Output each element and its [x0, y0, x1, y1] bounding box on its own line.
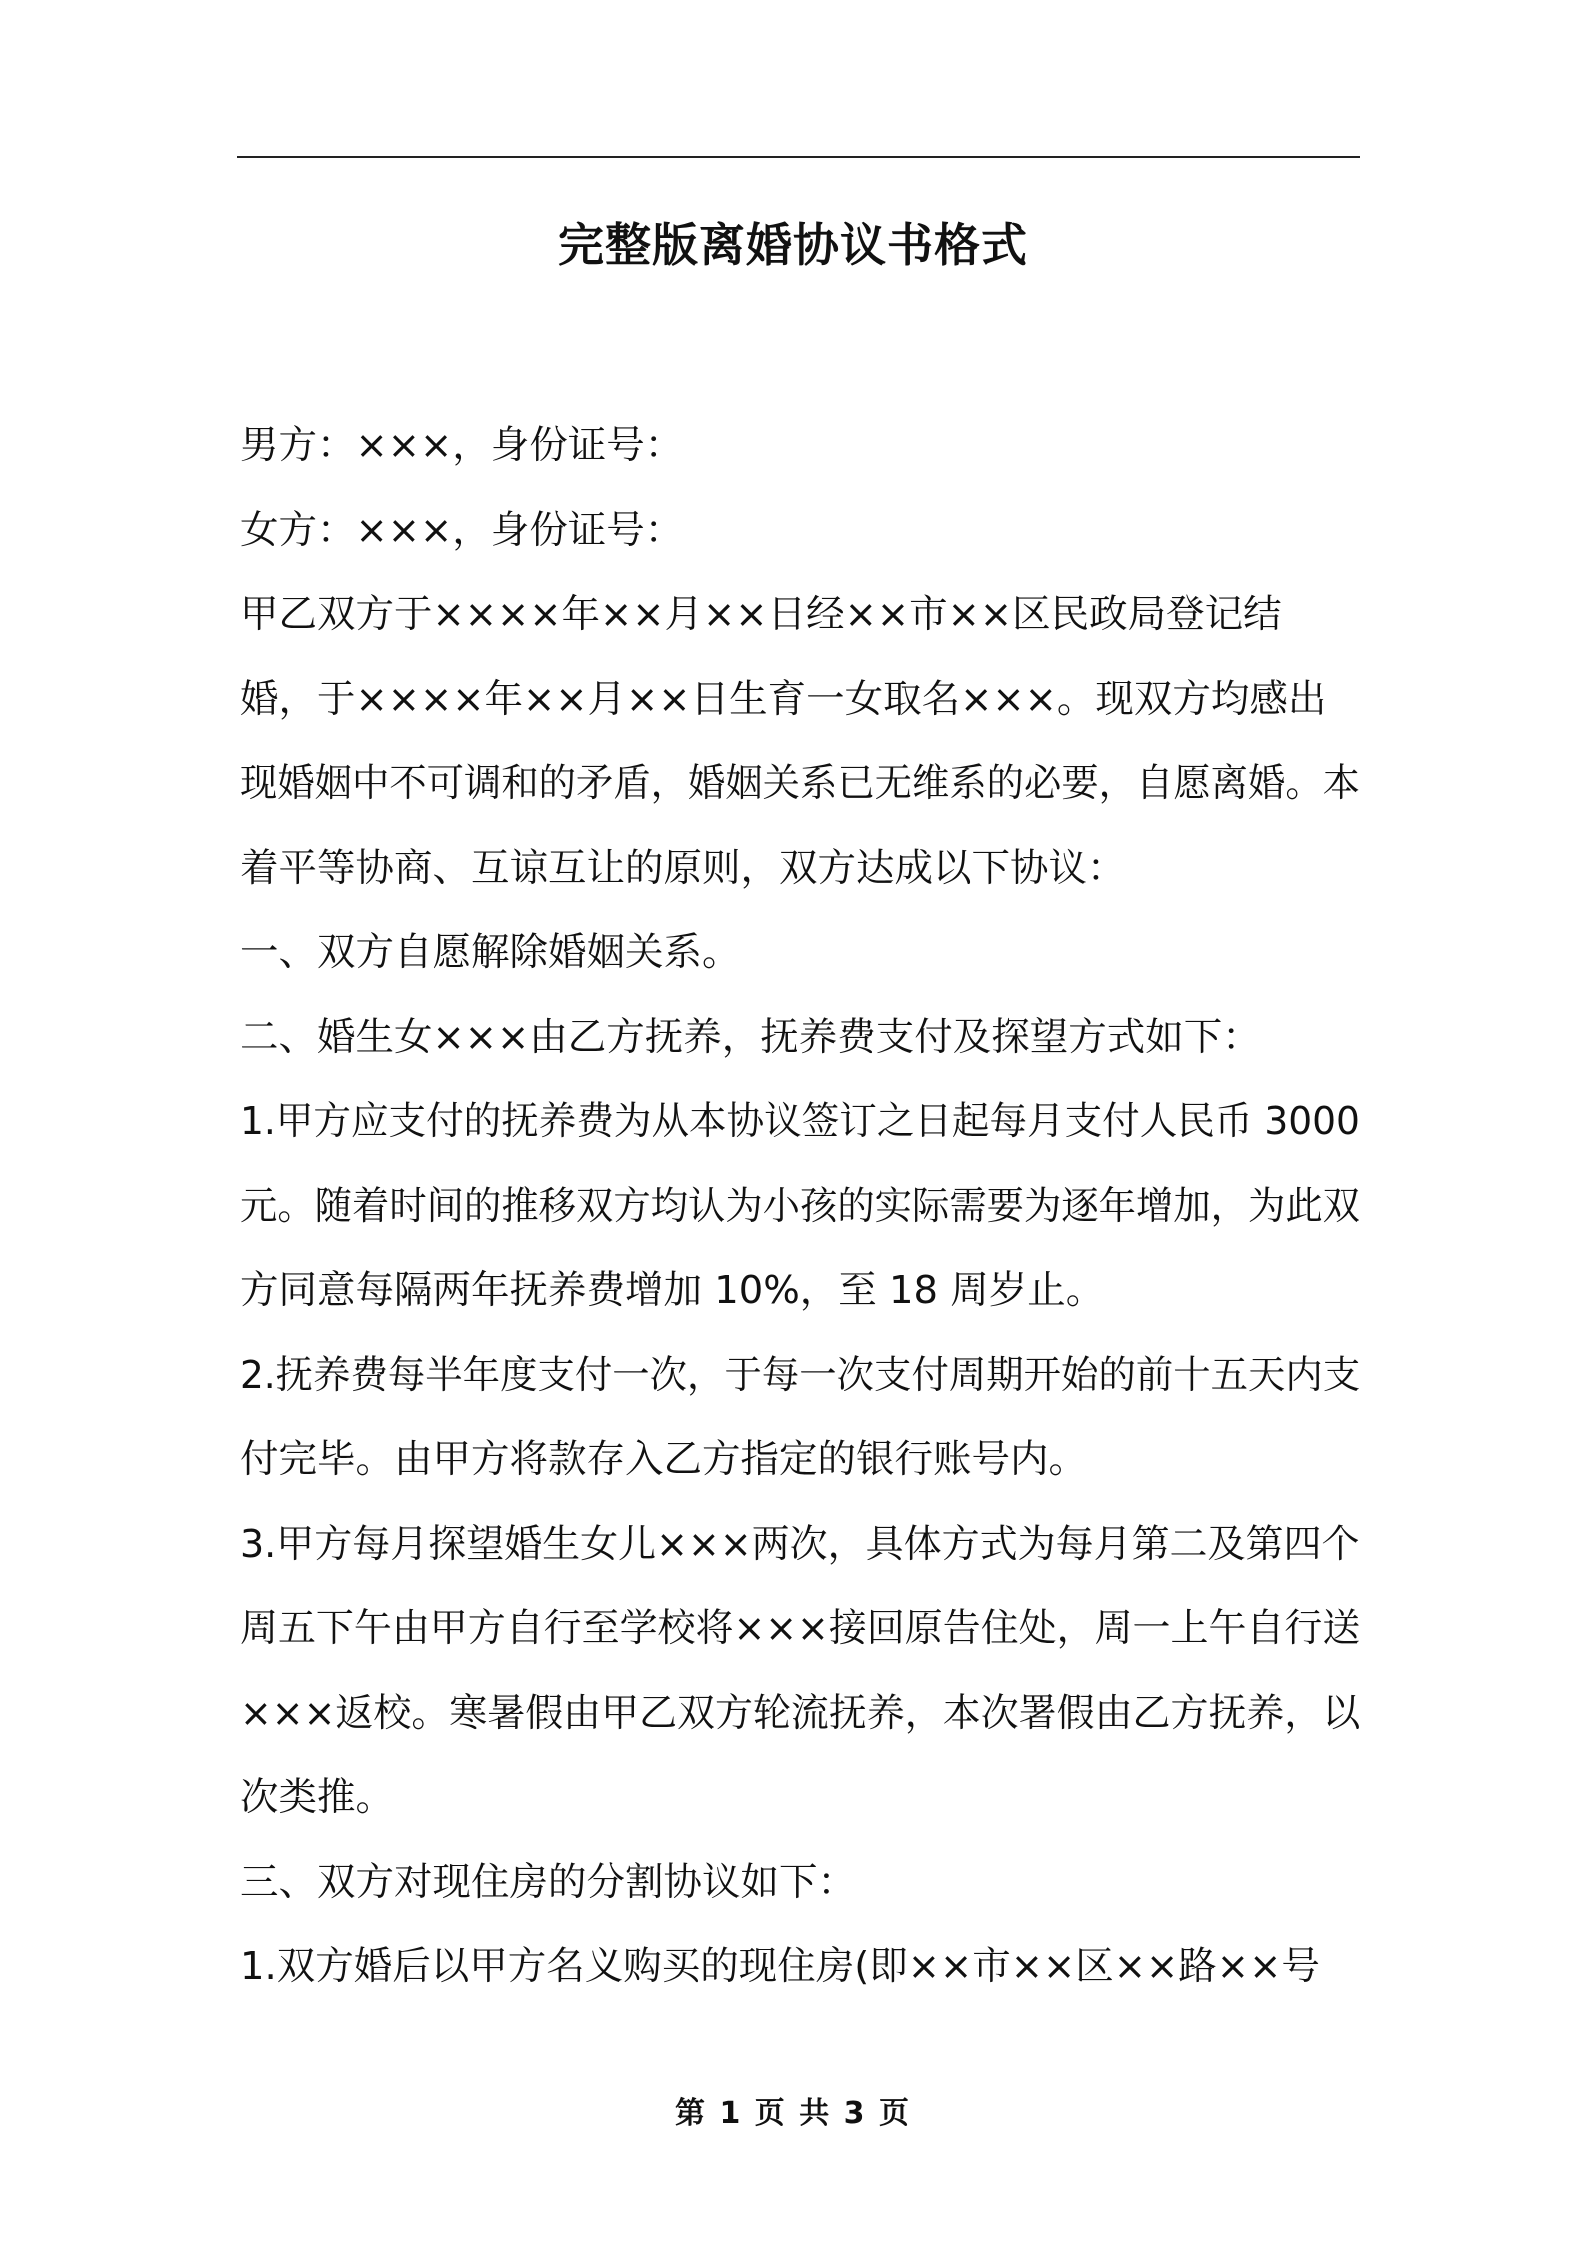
- text-line: 元。随着时间的推移双方均认为小孩的实际需要为逐年增加，为此双: [240, 1183, 1361, 1229]
- text-line: 付完毕。由甲方将款存入乙方指定的银行账号内。: [240, 1437, 1088, 1482]
- text-line: ×××返校。寒暑假由甲乙双方轮流抚养，本次署假由乙方抚养，以: [240, 1690, 1361, 1736]
- text-line: 三、双方对现住房的分割协议如下：: [240, 1859, 857, 1905]
- text-line: 二、婚生女×××由乙方抚养，抚养费支付及探望方式如下：: [240, 1014, 1261, 1060]
- text-line: 婚，于××××年××月××日生育一女取名×××。现双方均感出: [240, 676, 1327, 722]
- text-line: 着平等协商、互谅互让的原则，双方达成以下协议：: [240, 845, 1126, 891]
- text-line: 周五下午由甲方自行至学校将×××接回原告住处，周一上午自行送: [240, 1606, 1361, 1651]
- text-line: 甲乙双方于××××年××月××日经××市××区民政局登记结: [240, 592, 1282, 637]
- text-line: 男方：×××，身份证号：: [240, 423, 684, 468]
- text-line: 一、双方自愿解除婚姻关系。: [240, 930, 741, 975]
- page-footer: 第 1 页 共 3 页: [675, 2096, 911, 2131]
- text-line: 现婚姻中不可调和的矛盾，婚姻关系已无维系的必要，自愿离婚。本: [240, 761, 1361, 806]
- text-line: 1.双方婚后以甲方名义购买的现住房(即××市××区××路××号: [240, 1944, 1320, 1989]
- document-body: [240, 404, 1360, 2010]
- text-line: 方同意每隔两年抚养费增加 10%，至 18 周岁止。: [240, 1268, 1105, 1313]
- header-rule: [237, 156, 1360, 158]
- text-line: 1.甲方应支付的抚养费为从本协议签订之日起每月支付人民币 3000: [240, 1099, 1360, 1144]
- document-title: 完整版离婚协议书格式: [558, 218, 1028, 272]
- text-line: 3.甲方每月探望婚生女儿×××两次，具体方式为每月第二及第四个: [240, 1521, 1360, 1567]
- text-line: 次类推。: [240, 1775, 395, 1820]
- text-line: 女方：×××，身份证号：: [240, 507, 684, 553]
- text-line: 2.抚养费每半年度支付一次，于每一次支付周期开始的前十五天内支: [240, 1352, 1361, 1398]
